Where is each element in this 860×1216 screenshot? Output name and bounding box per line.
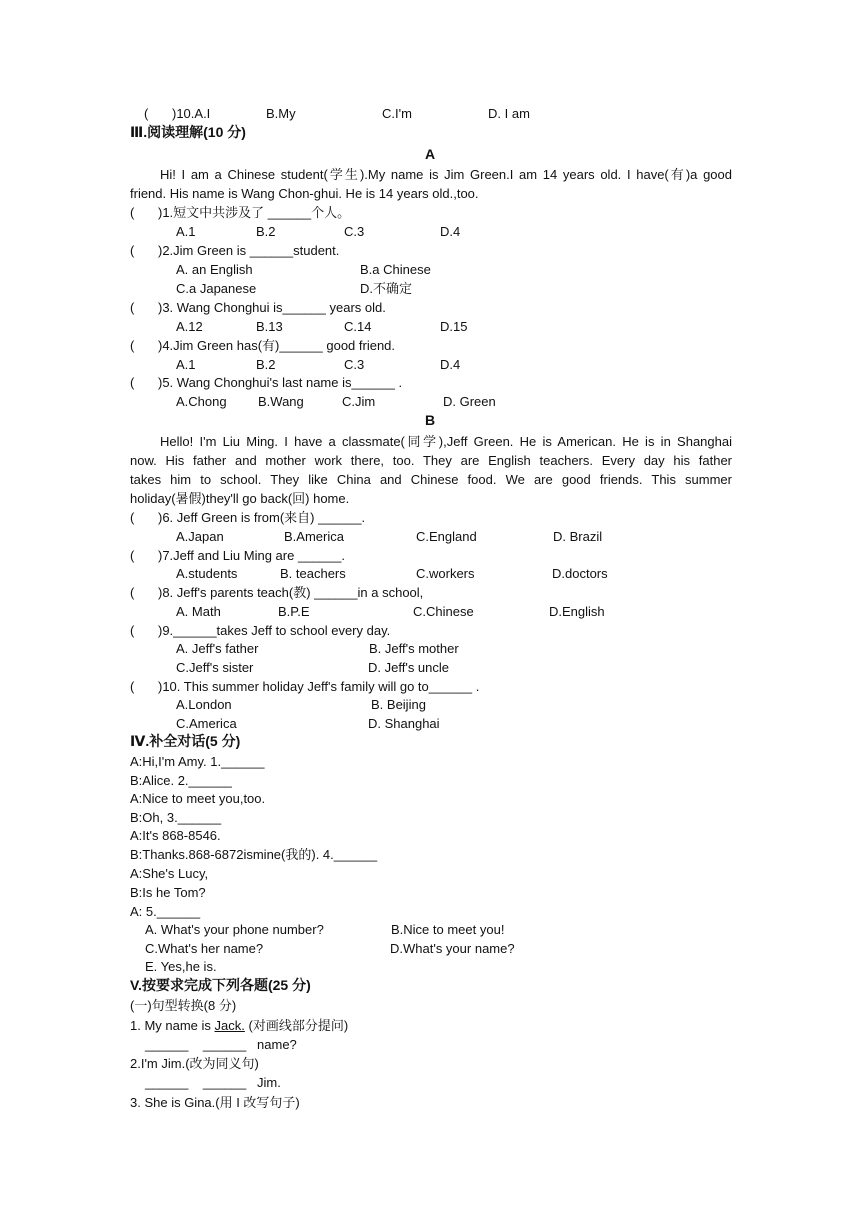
passage-b-label: B: [424, 412, 436, 428]
q10b-stem: )10. This summer holiday Jeff's family will go to______ .: [158, 679, 480, 694]
q10-option-c: C.I'm: [382, 106, 412, 121]
dialogue-line-5: A:It's 868-8546.: [130, 828, 221, 843]
dialogue-line-8: B:Is he Tom?: [130, 885, 206, 900]
q4-paren: (: [130, 338, 135, 353]
dialogue-line-3: A:Nice to meet you,too.: [130, 791, 266, 806]
transform-2-stem: 2.I'm Jim.(改为同义句): [130, 1056, 259, 1071]
q7-option-c: C.workers: [416, 566, 475, 581]
q5-option-c: C.Jim: [342, 394, 376, 409]
q6-stem: )6. Jeff Green is from(来自) ______.: [158, 510, 366, 525]
dialogue-option-b: B.Nice to meet you!: [391, 922, 505, 937]
q4-option-d: D.4: [440, 357, 461, 372]
dialogue-option-e: E. Yes,he is.: [145, 959, 217, 974]
q10b-option-d: D. Shanghai: [368, 716, 440, 731]
subsection-1-title: (一)句型转换(8 分): [130, 998, 237, 1013]
q2-option-b: B.a Chinese: [360, 262, 431, 277]
dialogue-blank-4[interactable]: 4.______: [322, 847, 378, 862]
dialogue-line-4: B:Oh, 3.______: [130, 810, 222, 825]
section-5-title: V.按要求完成下列各题(25 分): [130, 977, 311, 993]
dialogue-blank-2[interactable]: 2.______: [177, 773, 232, 788]
dialogue-blank-3[interactable]: 3.______: [166, 810, 222, 825]
q6-option-c: C.England: [416, 529, 477, 544]
q9-option-c: C.Jeff's sister: [176, 660, 254, 675]
q7-stem: )7.Jeff and Liu Ming are ______.: [158, 548, 345, 563]
q1-option-b: B.2: [256, 224, 276, 239]
q2-paren: (: [130, 243, 135, 258]
q8-option-a: A. Math: [176, 604, 221, 619]
q4-option-b: B.2: [256, 357, 276, 372]
q8-option-b: B.P.E: [278, 604, 310, 619]
q10b-option-c: C.America: [176, 716, 237, 731]
q6-option-a: A.Japan: [176, 529, 224, 544]
q8-option-d: D.English: [549, 604, 605, 619]
q9-option-a: A. Jeff's father: [176, 641, 259, 656]
q5-option-b: B.Wang: [258, 394, 304, 409]
q9-option-d: D. Jeff's uncle: [368, 660, 450, 675]
q10-option-d: D. I am: [488, 106, 530, 121]
q3-option-a: A.12: [176, 319, 203, 334]
q2-stem: )2.Jim Green is ______student.: [158, 243, 340, 258]
q5-option-a: A.Chong: [176, 394, 227, 409]
passage-b-line-4: holiday(暑假)they'll go back(回) home.: [130, 491, 350, 506]
q10b-option-b: B. Beijing: [371, 697, 426, 712]
q7-paren: (: [130, 548, 135, 563]
q9-option-b: B. Jeff's mother: [369, 641, 459, 656]
q9-stem: )9.______takes Jeff to school every day.: [158, 623, 391, 638]
q1-stem: )1.短文中共涉及了 ______个人。: [158, 205, 351, 220]
q10-option-b: B.My: [266, 106, 296, 121]
q3-option-b: B.13: [256, 319, 283, 334]
transform-2-answer[interactable]: ______ ______ Jim.: [145, 1075, 281, 1090]
q6-paren: (: [130, 510, 135, 525]
q8-stem: )8. Jeff's parents teach(教) ______in a school,: [158, 585, 424, 600]
q10-paren: (: [144, 106, 149, 121]
q6-option-b: B.America: [284, 529, 344, 544]
q5-stem: )5. Wang Chonghui's last name is______ .: [158, 375, 403, 390]
q7-option-a: A.students: [176, 566, 238, 581]
dialogue-option-c: C.What's her name?: [145, 941, 264, 956]
q1-option-d: D.4: [440, 224, 461, 239]
passage-b-line-1: Hello! I'm Liu Ming. I have a classmate(同学),Jeff Green. He is American. He is in Shanghai: [160, 434, 732, 449]
q8-paren: (: [130, 585, 135, 600]
transform-3-stem: 3. She is Gina.(用 I 改写句子): [130, 1095, 300, 1110]
dialogue-line-7: A:She's Lucy,: [130, 866, 209, 881]
dialogue-blank-1[interactable]: 1.______: [210, 754, 265, 769]
dialogue-line-9: A: 5.______: [130, 904, 201, 919]
q2-option-a: A. an English: [176, 262, 253, 277]
dialogue-line-6: B:Thanks.868-6872ismine(我的). 4.______: [130, 847, 378, 862]
q9-paren: (: [130, 623, 135, 638]
q3-option-c: C.14: [344, 319, 372, 334]
q10-option-a: )10.A.I: [172, 106, 211, 121]
q2-option-d: D.不确定: [360, 281, 413, 296]
q7-option-d: D.doctors: [552, 566, 608, 581]
q4-stem: )4.Jim Green has(有)______ good friend.: [158, 338, 396, 353]
dialogue-line-1: A:Hi,I'm Amy. 1.______: [130, 754, 265, 769]
passage-b-line-2: now. His father and mother work there, too. They are English teachers. Every day his father: [130, 453, 732, 468]
section-4-title: Ⅳ.补全对话(5 分): [130, 733, 241, 749]
passage-b-line-3: takes him to school. They like China and Chinese food. We are good friends. This summer: [130, 472, 732, 487]
transform-1-answer[interactable]: ______ ______ name?: [145, 1037, 297, 1052]
q3-paren: (: [130, 300, 135, 315]
q4-option-c: C.3: [344, 357, 365, 372]
dialogue-option-d: D.What's your name?: [390, 941, 515, 956]
passage-a-line-2: friend. His name is Wang Chon-ghui. He is 14 years old.,too.: [130, 186, 479, 201]
q2-option-c: C.a Japanese: [176, 281, 257, 296]
transform-1-stem: 1. My name is Jack. (对画线部分提问): [130, 1018, 349, 1033]
dialogue-line-2: B:Alice. 2.______: [130, 773, 232, 788]
q1-paren: (: [130, 205, 135, 220]
q3-stem: )3. Wang Chonghui is______ years old.: [158, 300, 386, 315]
q1-option-c: C.3: [344, 224, 365, 239]
q8-option-c: C.Chinese: [413, 604, 474, 619]
q1-option-a: A.1: [176, 224, 196, 239]
dialogue-blank-5[interactable]: 5.______: [145, 904, 201, 919]
q10b-paren: (: [130, 679, 135, 694]
underlined-word: Jack.: [214, 1018, 245, 1033]
q5-option-d: D. Green: [443, 394, 496, 409]
q7-option-b: B. teachers: [280, 566, 346, 581]
q3-option-d: D.15: [440, 319, 468, 334]
passage-a-label: A: [424, 146, 436, 162]
q4-option-a: A.1: [176, 357, 196, 372]
section-3-title: Ⅲ.阅读理解(10 分): [130, 124, 246, 140]
q10b-option-a: A.London: [176, 697, 232, 712]
passage-a-line-1: Hi! I am a Chinese student(学生).My name is Jim Green.I am 14 years old. I have(有)a good: [160, 167, 732, 182]
dialogue-option-a: A. What's your phone number?: [145, 922, 324, 937]
q5-paren: (: [130, 375, 135, 390]
q6-option-d: D. Brazil: [553, 529, 603, 544]
